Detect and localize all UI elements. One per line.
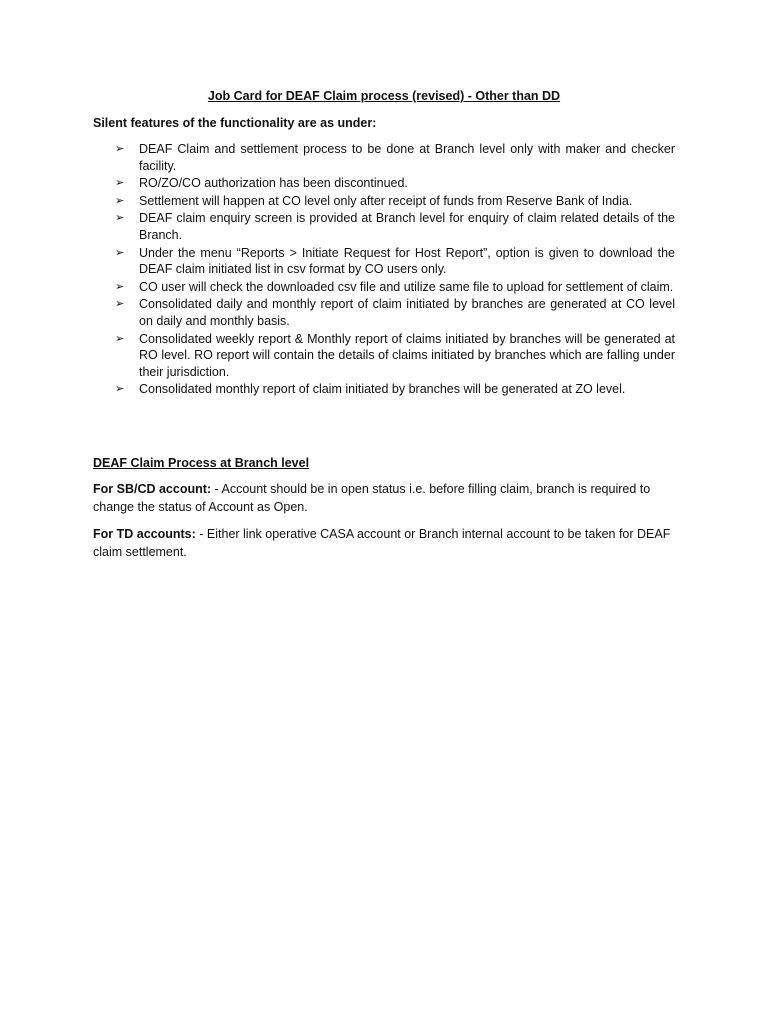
list-item [93,331,675,381]
document-title: Job Card for DEAF Claim process (revised) - Other than DD [207,89,561,103]
arrow-bullet-icon: ➢ [115,246,125,259]
arrow-bullet-icon: ➢ [115,143,125,155]
list-item-text: Under the menu “Reports > Initiate Request for Host Report”, option is given to download the DEAF claim initiated list in csv format by CO users only. [139,245,675,277]
paragraph-label: For TD accounts: [93,527,196,541]
arrow-bullet-icon: ➢ [115,280,125,293]
list-item [93,279,675,296]
sbcd-account-paragraph [93,481,675,516]
paragraph-text: - Account should be in open status i.e. before filling claim, branch is required to change the status of Account as Open. [93,482,651,514]
list-item [93,193,675,210]
list-item [93,245,675,278]
features-list [93,141,675,399]
arrow-bullet-icon: ➢ [115,177,125,190]
list-item-text: RO/ZO/CO authorization has been discontinued. [139,176,408,191]
td-accounts-paragraph [93,526,675,561]
list-item [93,141,675,174]
list-item [93,210,675,243]
list-item-text: Consolidated daily and monthly report of claim initiated by branches are generated at CO level on daily and monthly basis. [139,297,675,328]
list-item-text: Settlement will happen at CO level only after receipt of funds from Reserve Bank of India. [139,193,633,208]
arrow-bullet-icon: ➢ [115,194,125,207]
list-item-text: DEAF Claim and settlement process to be done at Branch level only with maker and checker facility. [139,142,675,173]
arrow-bullet-icon: ➢ [115,212,125,225]
list-item [93,381,675,398]
paragraph-text: - Either link operative CASA account or Branch internal account to be taken for DEAF claim settlement. [93,527,671,559]
list-item-text: Consolidated monthly report of claim initiated by branches will be generated at ZO level. [139,382,626,397]
features-intro: Silent features of the functionality are as under: [93,116,377,130]
list-item-text: CO user will check the downloaded csv file and utilize same file to upload for settlement of claim. [139,279,674,294]
arrow-bullet-icon: ➢ [115,298,125,311]
list-item-text: DEAF claim enquiry screen is provided at Branch level for enquiry of claim related details of the Branch. [139,211,675,242]
paragraph-label: For SB/CD account: [93,482,212,496]
section-heading: DEAF Claim Process at Branch level [93,456,310,470]
arrow-bullet-icon: ➢ [115,332,125,345]
arrow-bullet-icon: ➢ [115,383,125,396]
list-item [93,296,675,329]
list-item-text: Consolidated weekly report & Monthly report of claims initiated by branches will be generated at RO level. RO report will contain the details of claims initiated by branches which are falling under their jurisdiction. [139,331,675,379]
list-item [93,175,675,192]
